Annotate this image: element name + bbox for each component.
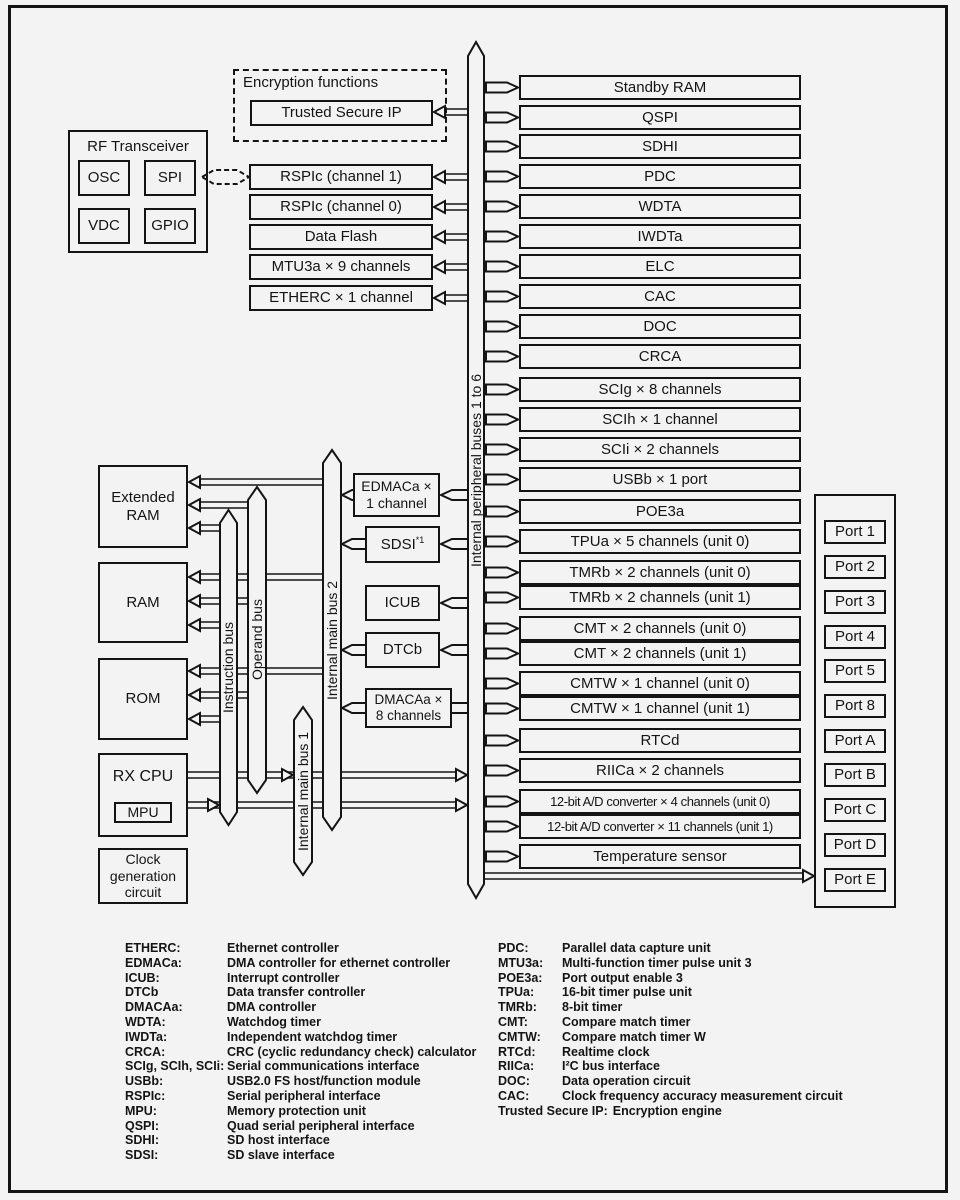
legend-row xyxy=(498,1104,722,1118)
peripheral-module-label: RIICa × 2 channels xyxy=(596,761,724,779)
trusted-secure-ip-label: Trusted Secure IP xyxy=(281,104,402,121)
peripheral-module-label: SCIh × 1 channel xyxy=(602,410,718,428)
peripheral-module-label: CRCA xyxy=(638,347,682,365)
legend-term: ETHERC: xyxy=(125,941,181,955)
peripheral-module-label: CMT × 2 channels (unit 0) xyxy=(573,619,747,637)
legend-term: DOC: xyxy=(498,1074,530,1089)
legend-def: Quad serial peripheral interface xyxy=(227,1118,415,1133)
block-trusted-secure-ip xyxy=(250,100,433,126)
peripheral-module-label: CMTW × 1 channel (unit 0) xyxy=(570,674,750,692)
dma-label-text: DTCb xyxy=(382,641,423,658)
rf-transceiver-title: RF Transceiver xyxy=(87,138,189,155)
mpu-label: MPU xyxy=(127,804,159,821)
peripheral-module-label: DOC xyxy=(643,317,677,335)
legend-row xyxy=(498,1089,843,1103)
legend-term: RSPIc: xyxy=(125,1089,166,1103)
legend-term: SDSI: xyxy=(125,1148,159,1163)
left-module-label: RSPIc (channel 1) xyxy=(280,168,402,185)
block-extended-ram xyxy=(98,465,188,548)
peripheral-module-label: 12-bit A/D converter × 11 channels (unit 1) xyxy=(547,818,773,834)
legend-term: CMTW: xyxy=(498,1029,541,1044)
dma-label-text: EDMACa × xyxy=(361,478,432,495)
block-tmrb-2-channels-unit-0 xyxy=(519,560,801,585)
block-rom xyxy=(98,658,188,740)
legend-term: CMT: xyxy=(498,1015,528,1029)
block-dmacaa-8-channels xyxy=(365,688,452,728)
block-osc xyxy=(78,160,130,196)
legend-term: DTCb xyxy=(125,985,159,1000)
legend-term: WDTA: xyxy=(125,1015,166,1029)
block-12-bit-a-d-converter-11-channels-unit-1 xyxy=(519,814,801,839)
block-wdta xyxy=(519,194,801,219)
block-cac xyxy=(519,284,801,309)
block-dtcb xyxy=(365,632,440,668)
block-standby-ram xyxy=(519,75,801,100)
memory-label-line: RAM xyxy=(126,593,160,611)
peripheral-module-label: Temperature sensor xyxy=(593,847,727,865)
legend-def: Multi-function timer pulse unit 3 xyxy=(562,955,752,970)
dma-label-line xyxy=(375,692,443,708)
block-riica-2-channels xyxy=(519,758,801,783)
block-scih-1-channel xyxy=(519,407,801,432)
block-12-bit-a-d-converter-4-channels-unit-0 xyxy=(519,789,801,814)
legend-term: MPU: xyxy=(125,1103,157,1118)
legend-row xyxy=(498,1015,691,1029)
legend-term: POE3a: xyxy=(498,970,543,985)
legend-row xyxy=(498,985,692,999)
legend-term: SCIg, SCIh, SCIi: xyxy=(125,1059,225,1074)
peripheral-module-label: RTCd xyxy=(640,731,680,749)
legend-def: Ethernet controller xyxy=(227,941,339,955)
peripheral-module-label: Standby RAM xyxy=(613,78,707,96)
legend-def: Compare match timer xyxy=(562,1015,691,1029)
block-icub xyxy=(365,585,440,621)
legend-def: DMA controller xyxy=(227,1000,317,1015)
block-cmt-2-channels-unit-0 xyxy=(519,616,801,641)
rf-cell-label: GPIO xyxy=(151,217,189,234)
port-label: Port 8 xyxy=(834,697,876,714)
block-gpio xyxy=(144,208,196,244)
legend-term: IWDTa: xyxy=(125,1029,168,1044)
block-rtcd xyxy=(519,728,801,753)
legend-def: 8-bit timer xyxy=(562,1000,623,1015)
footnote-marker: *1 xyxy=(415,534,425,545)
port-port-5 xyxy=(824,659,886,683)
legend-term: MTU3a: xyxy=(498,955,544,970)
legend-def: Interrupt controller xyxy=(227,970,340,985)
legend-term: CAC: xyxy=(498,1089,530,1103)
legend-row xyxy=(498,941,711,955)
legend-def: Serial communications interface xyxy=(227,1059,420,1074)
left-module-label: ETHERC × 1 channel xyxy=(269,289,413,306)
legend-term: TMRb: xyxy=(498,1000,537,1015)
peripheral-module-label: POE3a xyxy=(635,502,685,520)
legend-def: DMA controller for ethernet controller xyxy=(227,955,451,970)
clock-label-line: circuit xyxy=(124,884,162,901)
block-edmaca-1-channel xyxy=(353,473,440,517)
legend-def: Watchdog timer xyxy=(227,1015,321,1029)
block-doc xyxy=(519,314,801,339)
rf-cell-label: OSC xyxy=(87,169,121,186)
dma-label-text: 1 channel xyxy=(366,495,427,511)
legend-def: USB2.0 FS host/function module xyxy=(227,1074,421,1089)
block-crca xyxy=(519,344,801,369)
bus-label-internal-main-1: Internal main bus 1 xyxy=(295,731,311,851)
dma-label-text: ICUB xyxy=(384,594,421,611)
block-sdhi xyxy=(519,134,801,159)
peripheral-module-label: SCIi × 2 channels xyxy=(601,440,719,458)
bus-label-instruction: Instruction bus xyxy=(220,621,236,714)
legend-row xyxy=(498,1000,622,1014)
block-tpua-5-channels-unit-0 xyxy=(519,529,801,554)
legend-row xyxy=(498,1074,691,1088)
peripheral-module-label: IWDTa xyxy=(637,227,683,245)
legend-row xyxy=(498,1059,660,1073)
block-vdc xyxy=(78,208,130,244)
block-cmtw-1-channel-unit-1 xyxy=(519,696,801,721)
peripheral-module-label: TPUa × 5 channels (unit 0) xyxy=(570,532,750,550)
legend-row xyxy=(125,941,339,955)
legend-row xyxy=(125,1015,321,1029)
legend-def: Data operation circuit xyxy=(562,1074,691,1089)
dma-label-line xyxy=(383,641,422,659)
peripheral-module-label: QSPI xyxy=(642,108,678,126)
legend-term: EDMACa: xyxy=(125,955,182,970)
legend-row xyxy=(125,1104,366,1118)
block-ram xyxy=(98,562,188,643)
dma-label-line xyxy=(376,708,441,724)
block-scii-2-channels xyxy=(519,437,801,462)
port-port-2 xyxy=(824,555,886,579)
rx-cpu-label: RX CPU xyxy=(112,768,174,785)
block-scig-8-channels xyxy=(519,377,801,402)
bus-label-operand: Operand bus xyxy=(249,599,265,681)
port-label: Port 3 xyxy=(834,593,876,610)
clock-label-line: Clock xyxy=(125,850,161,867)
legend-def: Memory protection unit xyxy=(227,1103,366,1118)
legend-term: CRCA: xyxy=(125,1044,166,1059)
legend-term: DMACAa: xyxy=(125,1000,183,1015)
legend-def: Parallel data capture unit xyxy=(562,941,711,955)
peripheral-module-label: PDC xyxy=(644,167,676,185)
block-rspic-channel-1 xyxy=(249,164,433,190)
memory-label-line: Extended xyxy=(111,488,175,506)
dma-label-text: 8 channels xyxy=(375,708,442,723)
port-port-1 xyxy=(824,520,886,544)
rf-cell-label: VDC xyxy=(88,217,120,234)
legend-row xyxy=(125,956,450,970)
peripheral-module-label: SCIg × 8 channels xyxy=(598,380,722,398)
port-label: Port D xyxy=(833,836,877,853)
block-rx-cpu xyxy=(98,753,188,837)
block-etherc-1-channel xyxy=(249,285,433,311)
legend-row xyxy=(125,985,365,999)
legend-row xyxy=(498,971,683,985)
dma-label-line xyxy=(381,536,425,554)
legend-row xyxy=(498,956,752,970)
block-spi xyxy=(144,160,196,196)
legend-term: RTCd: xyxy=(498,1044,536,1059)
block-mpu xyxy=(114,802,172,823)
legend-row xyxy=(125,1059,419,1073)
legend-def: Port output enable 3 xyxy=(562,970,683,985)
peripheral-module-label: SDHI xyxy=(642,137,678,155)
port-label: Port C xyxy=(833,801,877,818)
left-module-label: Data Flash xyxy=(304,228,378,245)
memory-label-line: ROM xyxy=(125,690,161,707)
legend-row xyxy=(498,1045,650,1059)
port-label: Port 5 xyxy=(834,662,876,679)
block-rspic-channel-0 xyxy=(249,194,433,220)
block-tmrb-2-channels-unit-1 xyxy=(519,585,801,610)
port-port-8 xyxy=(824,694,886,718)
legend-term: ICUB: xyxy=(125,970,160,985)
port-label: Port 1 xyxy=(834,523,876,540)
rf-cell-label: SPI xyxy=(157,169,183,186)
legend-def: Encryption engine xyxy=(612,1103,722,1118)
dma-label-text: DMACAa × xyxy=(374,691,443,707)
port-label: Port E xyxy=(834,871,876,888)
legend-def: Independent watchdog timer xyxy=(227,1029,398,1044)
encryption-functions-title: Encryption functions xyxy=(243,74,379,91)
legend-term: SDHI: xyxy=(125,1133,160,1148)
legend-term: TPUa: xyxy=(498,985,535,1000)
port-port-c xyxy=(824,798,886,822)
block-cmt-2-channels-unit-1 xyxy=(519,641,801,666)
legend-term: PDC: xyxy=(498,941,529,955)
peripheral-module-label: CAC xyxy=(644,287,676,305)
legend-def: SD host interface xyxy=(227,1133,330,1148)
port-port-b xyxy=(824,763,886,787)
port-label: Port B xyxy=(834,766,876,783)
left-module-label: RSPIc (channel 0) xyxy=(280,198,402,215)
block-qspi xyxy=(519,105,801,130)
block-sdsi xyxy=(365,526,440,563)
peripheral-module-label: CMT × 2 channels (unit 1) xyxy=(573,644,747,662)
peripheral-module-label: CMTW × 1 channel (unit 1) xyxy=(570,699,750,717)
block-usbb-1-port xyxy=(519,467,801,492)
block-mtu3a-9-channels xyxy=(249,254,433,280)
bus-label-internal-peripheral: Internal peripheral buses 1 to 6 xyxy=(468,373,484,567)
dma-label-line xyxy=(366,495,427,512)
peripheral-module-label: ELC xyxy=(645,257,675,275)
peripheral-module-label: 12-bit A/D converter × 4 channels (unit 0) xyxy=(550,793,770,809)
memory-label-line: RAM xyxy=(126,506,160,524)
peripheral-module-label: WDTA xyxy=(638,197,682,215)
legend-row xyxy=(125,1074,421,1088)
port-port-d xyxy=(824,833,886,857)
legend-def: Clock frequency accuracy measurement circuit xyxy=(562,1089,843,1103)
legend-row xyxy=(125,971,340,985)
legend-term: RIICa: xyxy=(498,1059,535,1074)
dma-label-line xyxy=(385,594,421,612)
legend-row xyxy=(125,1148,335,1162)
port-port-3 xyxy=(824,590,886,614)
dma-label-line xyxy=(361,478,431,495)
block-cmtw-1-channel-unit-0 xyxy=(519,671,801,696)
legend-row xyxy=(498,1030,706,1044)
legend-def: Compare match timer W xyxy=(562,1029,706,1044)
legend-def: SD slave interface xyxy=(227,1148,335,1163)
peripheral-module-label: TMRb × 2 channels (unit 1) xyxy=(569,588,751,606)
legend-def: I²C bus interface xyxy=(562,1059,660,1074)
legend-row xyxy=(125,1000,316,1014)
port-port-4 xyxy=(824,625,886,649)
legend-row xyxy=(125,1045,476,1059)
block-temperature-sensor xyxy=(519,844,801,869)
block-pdc xyxy=(519,164,801,189)
block-data-flash xyxy=(249,224,433,250)
legend-row xyxy=(125,1133,330,1147)
legend-term: Trusted Secure IP: xyxy=(498,1103,608,1118)
legend-def: Data transfer controller xyxy=(227,985,366,1000)
block-clock-generation-circuit xyxy=(98,848,188,904)
legend-term: USBb: xyxy=(125,1074,164,1089)
block-poe3a xyxy=(519,499,801,524)
port-port-a xyxy=(824,729,886,753)
clock-label-line: generation xyxy=(109,867,177,884)
legend-def: CRC (cyclic redundancy check) calculator xyxy=(227,1044,477,1059)
legend-row xyxy=(125,1089,381,1103)
legend-def: Serial peripheral interface xyxy=(227,1089,381,1103)
port-port-e xyxy=(824,868,886,892)
peripheral-module-label: TMRb × 2 channels (unit 0) xyxy=(569,563,751,581)
legend-row xyxy=(125,1119,415,1133)
block-elc xyxy=(519,254,801,279)
legend-def: 16-bit timer pulse unit xyxy=(562,985,692,1000)
port-label: Port 4 xyxy=(834,628,876,645)
bus-label-internal-main-2: Internal main bus 2 xyxy=(324,580,340,700)
port-label: Port A xyxy=(834,732,876,749)
block-iwdta xyxy=(519,224,801,249)
legend-term: QSPI: xyxy=(125,1118,160,1133)
legend-row xyxy=(125,1030,397,1044)
dma-label-text: SDSI xyxy=(380,535,416,553)
port-label: Port 2 xyxy=(834,558,876,575)
peripheral-module-label: USBb × 1 port xyxy=(612,470,708,488)
legend-def: Realtime clock xyxy=(562,1044,650,1059)
left-module-label: MTU3a × 9 channels xyxy=(271,258,411,275)
